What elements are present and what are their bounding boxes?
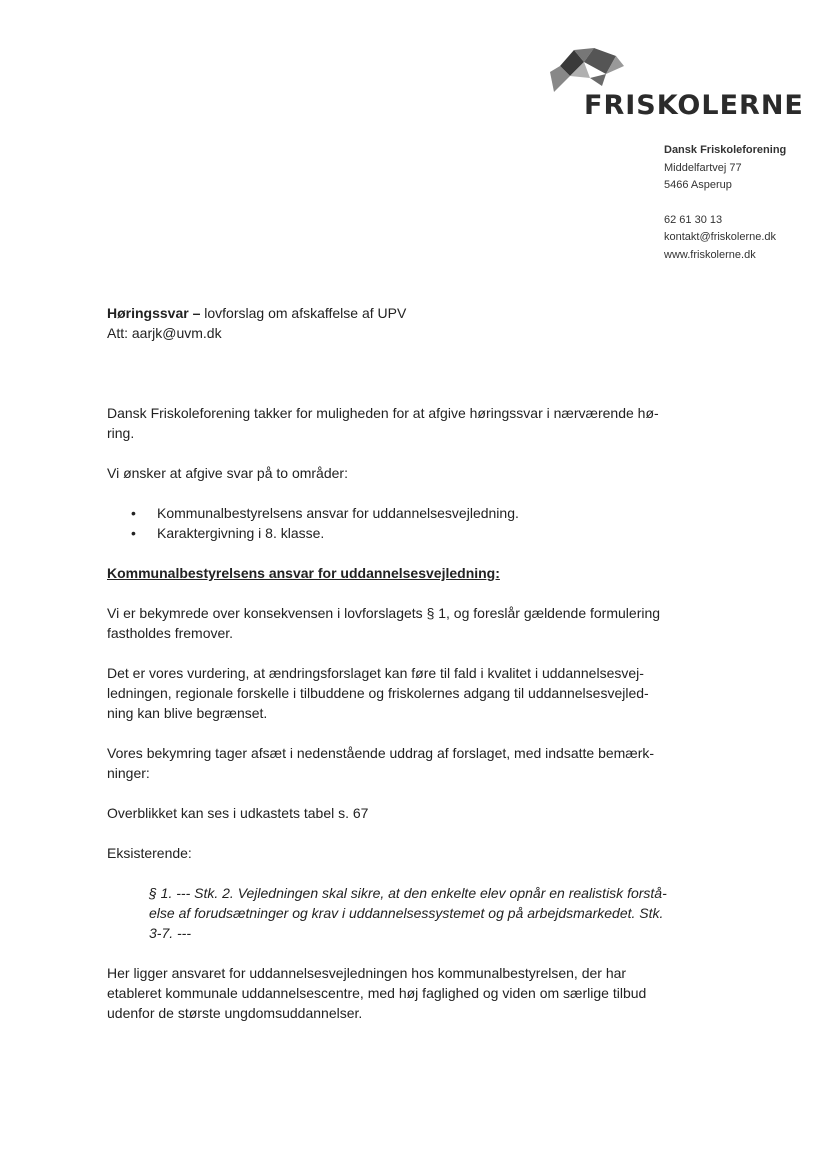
paragraph-6-line-3: udenfor de største ungdomsuddannelser. [107,1005,363,1021]
paragraph-2-line-1: Det er vores vurdering, at ændringsforslaget kan føre til fald i kvalitet i uddannelsesvej- [107,665,644,681]
subject-rest: lovforslag om afskaffelse af UPV [200,305,407,321]
paragraph-6-line-1: Her ligger ansvaret for uddannelsesvejledningen hos kommunalbestyrelsen, der har [107,965,627,981]
quote-line-3: 3-7. --- [149,925,191,941]
friskolerne-logo [540,44,804,124]
sender-email[interactable]: kontakt@friskolerne.dk [664,231,777,243]
letter-body [107,303,667,1023]
list-item: • Kommunalbestyrelsens ansvar for uddannelsesvejledning. [107,503,667,523]
areas-intro: Vi ønsker at afgive svar på to områder: [107,465,348,481]
paragraph-4: Overblikket kan ses i udkastets tabel s. 67 [107,805,369,821]
paragraph-2-line-3: ning kan blive begrænset. [107,705,268,721]
subject-line [107,303,667,323]
sender-phone: 62 61 30 13 [664,213,723,226]
sender-web[interactable]: www.friskolerne.dk [664,248,756,261]
paragraph-6-line-2: etableret kommunale uddannelsescentre, med høj faglighed og viden om særlige tilbud [107,985,647,1001]
subject-bold: Høringssvar – [107,305,201,321]
paragraph-3-line-1: Vores bekymring tager afsæt i nedenstående uddrag af forslaget, med indsatte bemærk- [107,745,655,761]
paragraph-1-line-1: Vi er bekymrede over konsekvensen i lovforslagets § 1, og foreslår gældende formulering [107,605,661,621]
sender-street: Middelfartvej 77 [664,161,742,174]
logo-wordmark: FRISKOLERNE [584,90,804,121]
attention-line: Att: aarjk@uvm.dk [107,325,222,341]
areas-list [107,503,667,543]
paragraph-5: Eksisterende: [107,845,192,861]
sender-city: 5466 Asperup [664,179,732,191]
sender-org: Dansk Friskoleforening [664,144,787,156]
section-heading: Kommunalbestyrelsens ansvar for uddannelsesvejledning: [107,565,500,581]
quote-line-2: else af forudsætninger og krav i uddannelsessystemet og på arbejdsmarkedet. Stk. [149,905,664,921]
paragraph-1-line-2: fastholdes fremover. [107,625,234,641]
quote-line-1: § 1. --- Stk. 2. Vejledningen skal sikre, at den enkelte elev opnår en realistisk forstå- [149,885,667,901]
intro-line-2: ring. [107,425,135,441]
intro-line-1: Dansk Friskoleforening takker for muligheden for at afgive høringssvar i nærværende hø- [107,405,659,421]
sender-address-block [664,142,786,264]
paragraph-2-line-2: ledningen, regionale forskelle i tilbuddene og friskolernes adgang til uddannelsesvejled- [107,685,649,701]
paragraph-3-line-2: ninger: [107,765,150,781]
list-item: • Karaktergivning i 8. klasse. [107,523,667,543]
